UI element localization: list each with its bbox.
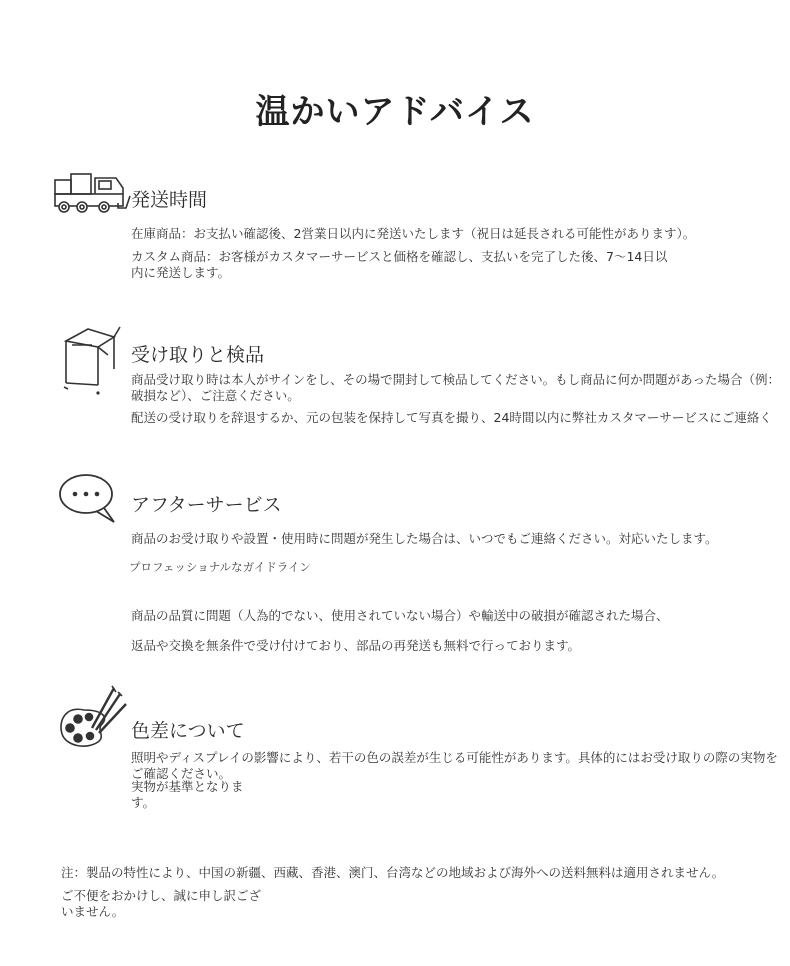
receiving-inspect-text: 商品受け取り時は本人がサインをし、その場で開封して検品してください。もし商品に何か問題があった場合（例：破損など）、ご注意ください。 [131, 372, 781, 403]
shipping-custom-text: カスタム商品：お客様がカスタマーサービスと価格を確認し、支払いを完了した後、7〜14日以内に発送します。 [131, 249, 668, 280]
after-service-quality-text: 商品の品質に問題（人為的でない、使用されていない場合）や輸送中の破損が確認された場合、 [131, 608, 669, 623]
color-difference-standard-text: 実物が基準となります。 [131, 779, 244, 810]
note-shipping-exclusion: 注：製品の特性により、中国の新疆、西藏、香港、澳门、台湾などの地域および海外への送料無料は適用されません。 [61, 865, 725, 880]
section-title-shipping: 発送時間 [131, 189, 208, 211]
after-service-contact-text: 商品のお受け取りや設置・使用時に問題が発生した場合は、いつでもご連絡ください。対応いたします。 [131, 531, 718, 546]
palette-icon [56, 684, 130, 750]
shipping-stock-text: 在庫商品：お支払い確認後、2営業日以内に発送いたします（祝日は延長される可能性があります）。 [131, 226, 696, 241]
chat-bubble-icon [58, 472, 118, 526]
color-difference-text: 照明やディスプレイの影響により、若干の色の誤差が生じる可能性があります。具体的にはお受け取りの際の実物をご確認ください。 [131, 750, 778, 781]
truck-icon [52, 170, 134, 216]
after-service-return-text: 返品や交換を無条件で受け付けており、部品の再発送も無料で行っております。 [131, 638, 581, 653]
box-icon [58, 325, 124, 395]
section-title-after-service: アフターサービス [131, 494, 282, 516]
page-title: 温かいアドバイス [255, 92, 535, 132]
receiving-refuse-text: 配送の受け取りを辞退するか、元の包装を保持して写真を撮り、24時間以内に弊社カスタマーサービスにご連絡く [131, 410, 772, 425]
after-service-guideline-label: プロフェッショナルなガイドライン [129, 560, 311, 574]
section-title-color-difference: 色差について [131, 720, 245, 742]
note-apology: ご不便をおかけし、誠に申し訳ございません。 [61, 888, 262, 919]
section-title-receiving: 受け取りと検品 [131, 344, 265, 366]
